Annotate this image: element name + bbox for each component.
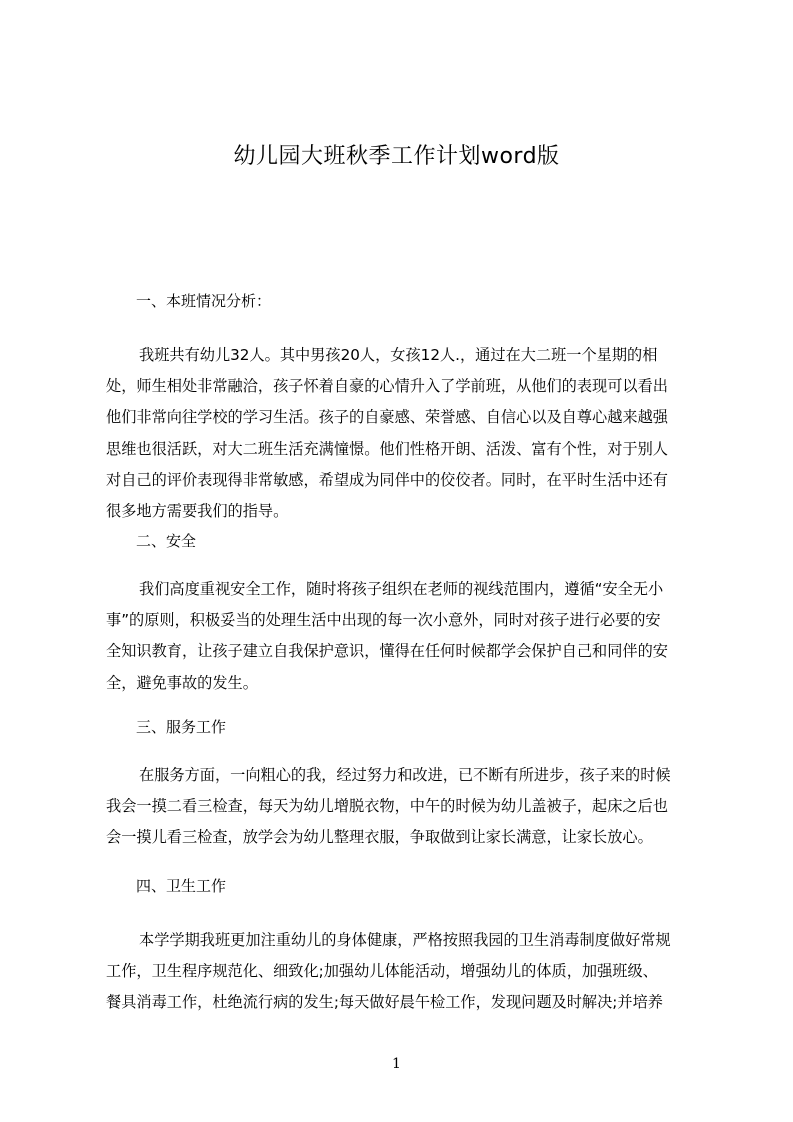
paragraph-line: 本学学期我班更加注重幼儿的身体健康，严格按照我园的卫生消毒制度做好常规 [139,931,671,949]
paragraph-line: 他们非常向往学校的学习生活。孩子的自豪感、荣誉感、自信心以及自尊心越来越强 [106,408,668,427]
paragraph-line: 餐具消毒工作，杜绝流行病的发生;每天做好晨午检工作，发现问题及时解决;并培养 [106,993,663,1012]
section-heading-safety: 二、安全 [136,532,197,550]
section-body-hygiene [106,925,700,1019]
paragraph-line: 我们高度重视安全工作，随时将孩子组织在老师的视线范围内，遵循“安全无小 [139,580,664,598]
paragraph-line: 会一摸儿看三检查，放学会为幼儿整理衣服，争取做到让家长满意，让家长放心。 [106,828,653,847]
section-body-service [106,760,700,854]
paragraph-line: 在服务方面，一向粗心的我，经过努力和改进，已不断有所进步，孩子来的时候 [139,766,671,784]
section-heading-hygiene: 四、卫生工作 [136,877,227,895]
paragraph-line: 全知识教育，让孩子建立自我保护意识，懂得在任何时候都学会保护自己和同伴的安 [106,642,668,661]
section-heading-service: 三、服务工作 [136,718,227,736]
page-number: 1 [392,1056,401,1072]
section-body-situation [106,340,700,527]
section-heading-situation: 一、本班情况分析： [136,292,272,310]
paragraph-line: 思维也很活跃，对大二班生活充满憧憬。他们性格开朗、活泼、富有个性，对于别人 [106,439,668,458]
paragraph-line: 很多地方需要我们的指导。 [106,501,289,520]
paragraph-line: 事”的原则，积极妥当的处理生活中出现的每一次小意外，同时对孩子进行必要的安 [106,611,661,630]
paragraph-line: 对自己的评价表现得非常敏感，希望成为同伴中的佼佼者。同时，在平时生活中还有 [106,470,668,489]
document-title: 幼儿园大班秋季工作计划word版 [233,144,560,169]
section-body-safety [106,574,700,699]
paragraph-line: 工作，卫生程序规范化、细致化;加强幼儿体能活动，增强幼儿的体质，加强班级、 [106,962,658,981]
paragraph-line: 我会一摸二看三检查，每天为幼儿增脱衣物，中午的时候为幼儿盖被子，起床之后也 [106,797,668,816]
paragraph-line: 全，避免事故的发生。 [106,673,258,692]
paragraph-line: 处，师生相处非常融洽，孩子怀着自豪的心情升入了学前班，从他们的表现可以看出 [106,377,668,396]
paragraph-line: 我班共有幼儿32人。其中男孩20人，女孩12人.，通过在大二班一个星期的相 [139,346,658,364]
